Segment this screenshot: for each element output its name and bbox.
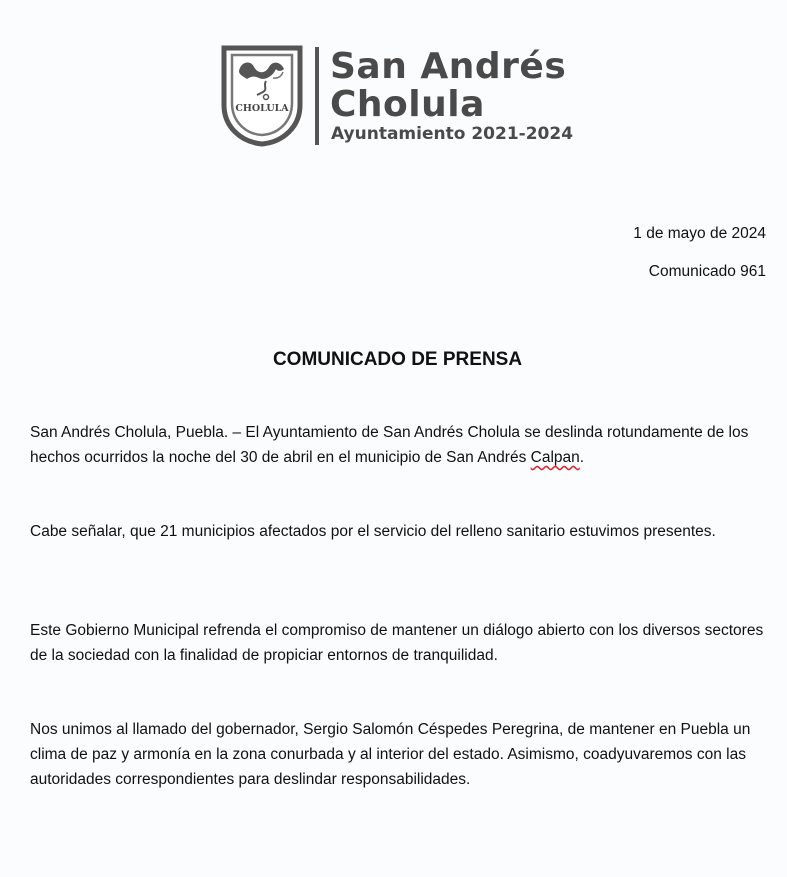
seal-text: CHOLULA: [235, 103, 289, 114]
brand-name-line2: Cholula: [330, 84, 485, 125]
release-number: Comunicado 961: [648, 263, 766, 280]
release-date: 1 de mayo de 2024: [633, 225, 766, 242]
paragraph-1-text: San Andrés Cholula, Puebla. – El Ayuntamiento de San Andrés Cholula se deslinda rotundamente de los hechos ocurridos la noche del 30 de abril en el municipio de San Andrés: [30, 424, 749, 466]
spellcheck-flagged-word: Calpan: [530, 449, 580, 466]
paragraph-1: [30, 420, 770, 470]
letterhead: [221, 45, 581, 147]
logo-divider: [315, 47, 319, 145]
document-title: COMUNICADO DE PRENSA: [272, 349, 523, 370]
paragraph-3: Este Gobierno Municipal refrenda el compromiso de mantener un diálogo abierto con los diversos sectores de la sociedad con la finalidad de propiciar entornos de tranquilidad.: [30, 622, 764, 664]
brand-name-line1: San Andrés: [330, 46, 567, 87]
brand-subtitle: Ayuntamiento 2021-2024: [331, 124, 574, 144]
paragraph-2: Cabe señalar, que 21 municipios afectados por el servicio del relleno sanitario estuvimos presentes.: [30, 523, 716, 540]
paragraph-1-end: .: [579, 449, 585, 466]
cholula-seal-logo: [221, 45, 303, 147]
paragraph-4: Nos unimos al llamado del gobernador, Sergio Salomón Céspedes Peregrina, de mantener en Puebla un clima de paz y armonía en la zona conurbada y al interior del estado. Asimismo, coadyuvaremos con las autoridades correspondientes para deslindar responsabilidades.: [30, 721, 751, 788]
